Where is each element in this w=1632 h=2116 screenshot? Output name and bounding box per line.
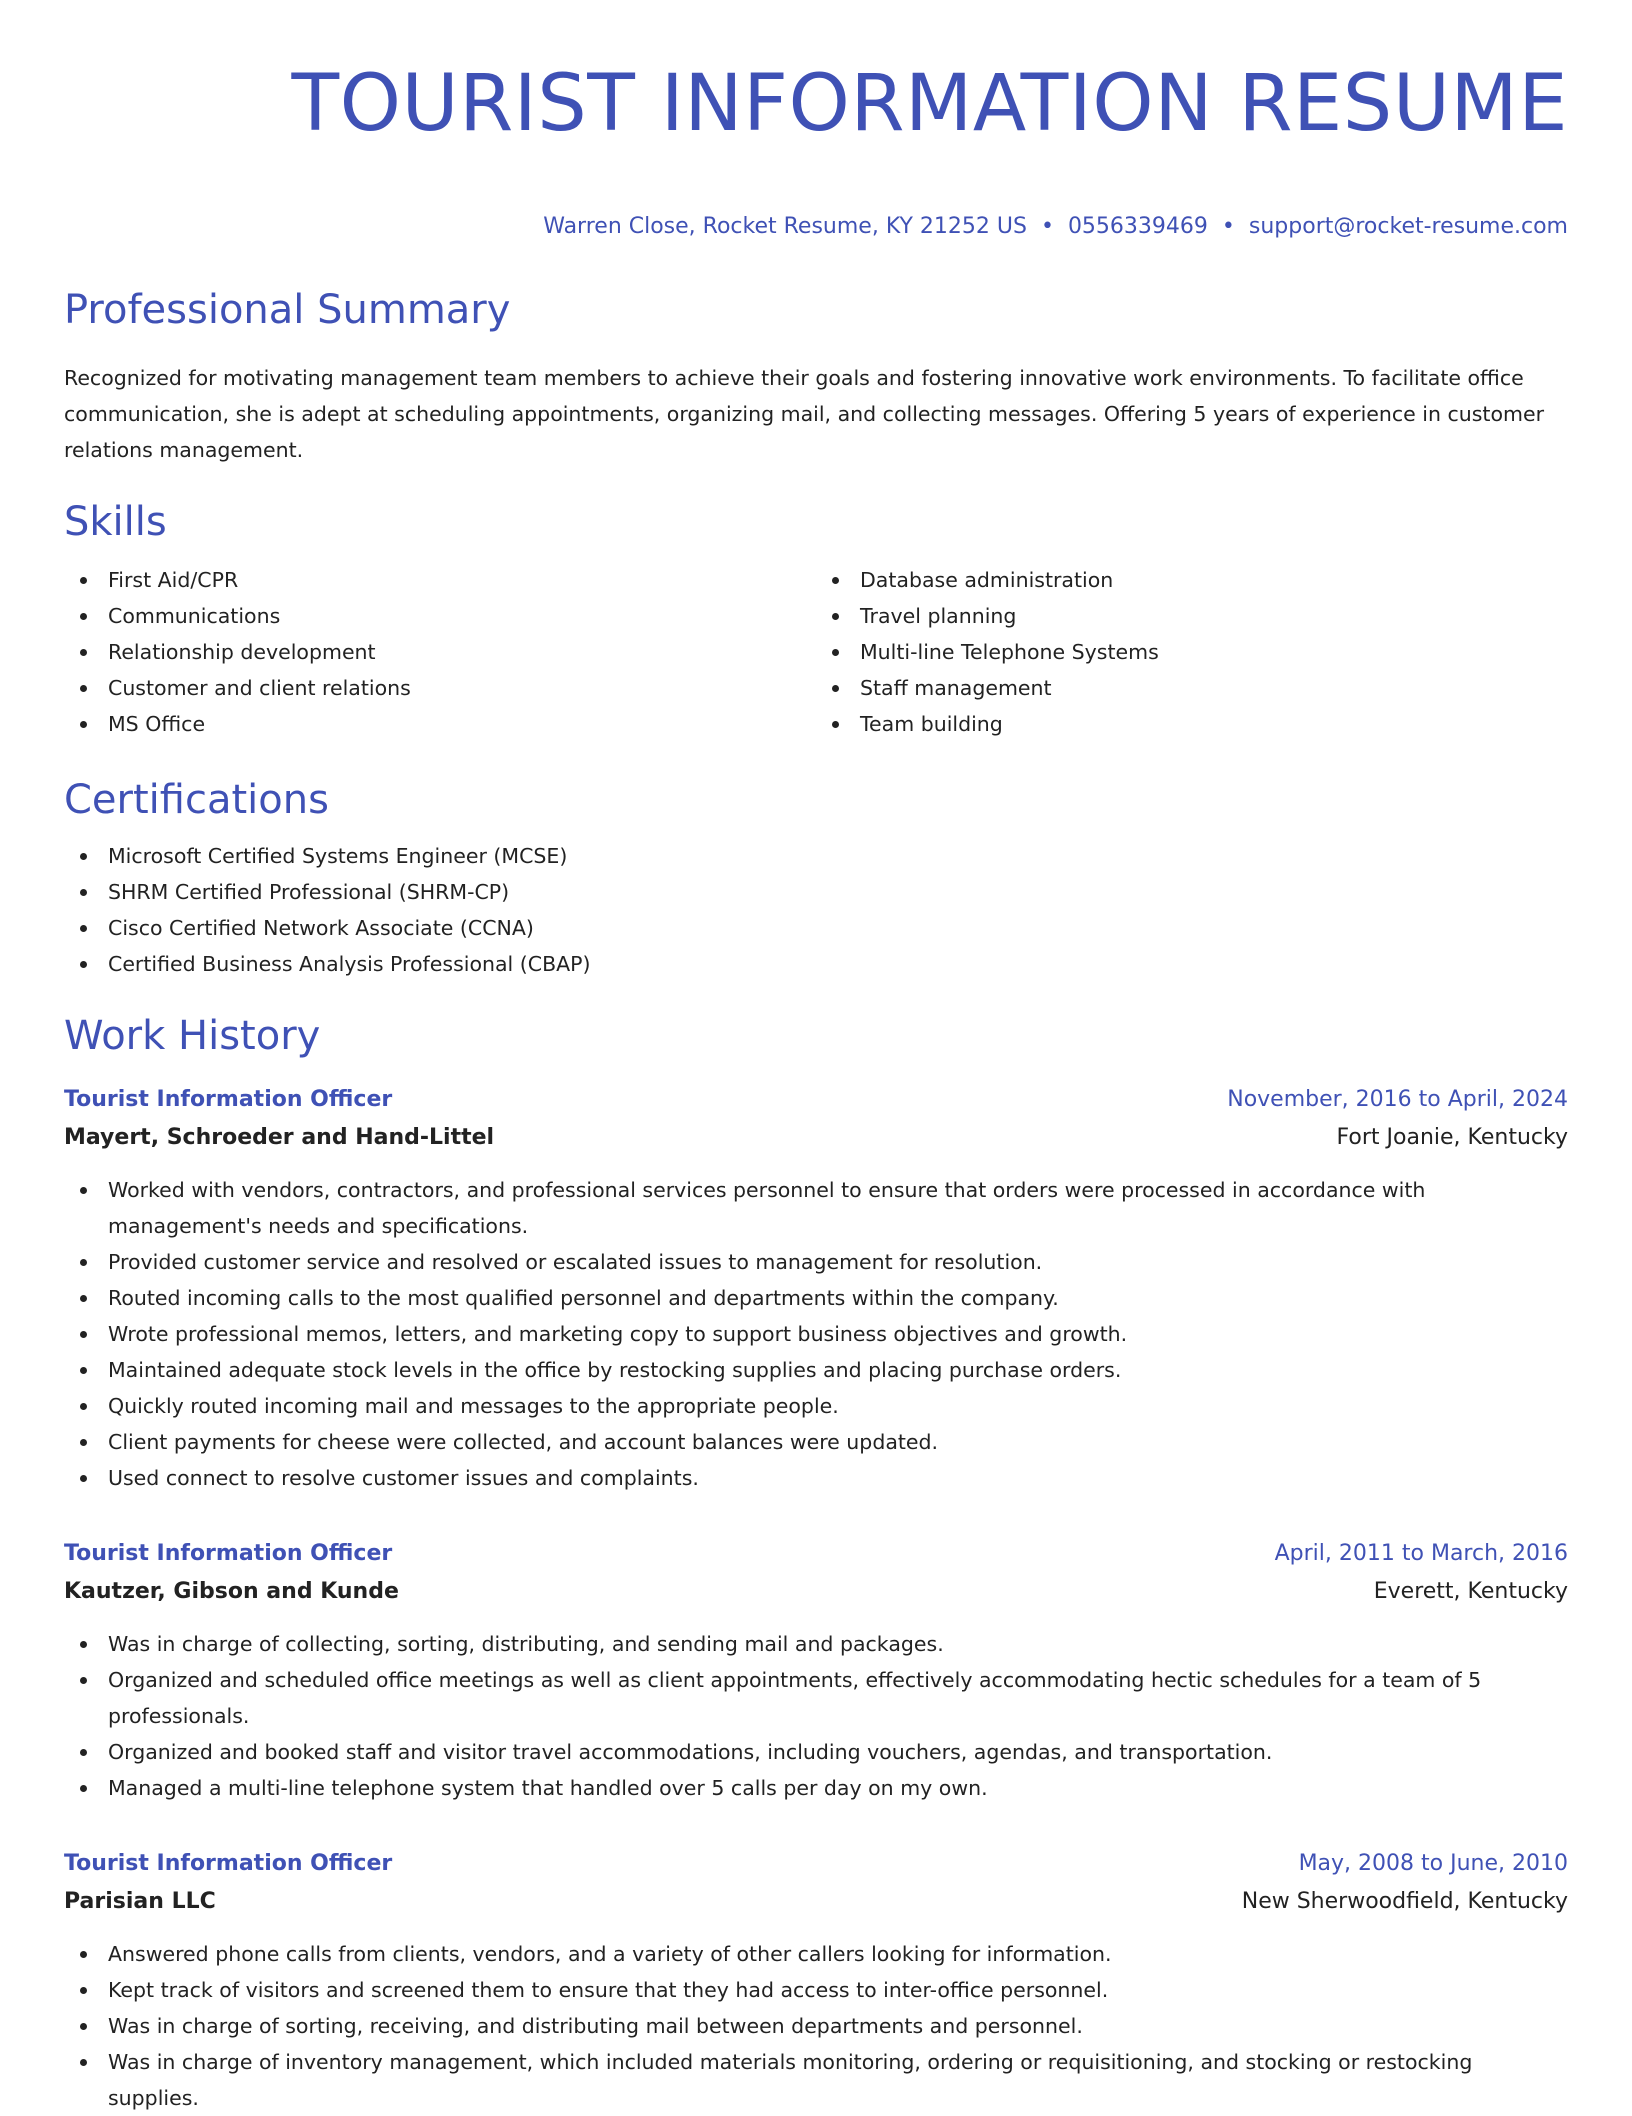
summary-heading: Professional Summary [64, 287, 511, 333]
job-bullet: Routed incoming calls to the most qualified personnel and departments within the company. [64, 1280, 1568, 1316]
skill-item: Travel planning [816, 598, 1568, 634]
job-bullet: Managed a multi-line telephone system that handled over 5 calls per day on my own. [64, 1770, 1568, 1806]
skills-column-right [816, 562, 1568, 742]
job-dates: April, 2011 to March, 2016 [1274, 1541, 1568, 1566]
certification-item: Certified Business Analysis Professional (CBAP) [64, 946, 1568, 982]
skills-grid [64, 562, 1568, 742]
job-bullet-list [64, 1936, 1568, 2116]
summary-text: Recognized for motivating management team members to achieve their goals and fostering innovative work environments. To facilitate office communication, she is adept at scheduling appointments, organizing mail, and collecting messages. Offering 5 years of experience in customer relations management. [64, 366, 1545, 462]
job-bullet: Client payments for cheese were collected, and account balances were updated. [64, 1424, 1568, 1460]
job-bullet: Organized and booked staff and visitor travel accommodations, including vouchers, agendas, and transportation. [64, 1734, 1568, 1770]
work-history-section [64, 1012, 1568, 2116]
job-bullet: Answered phone calls from clients, vendors, and a variety of other callers looking for information. [64, 1936, 1568, 1972]
skills-column-left [64, 562, 816, 742]
certifications-heading: Certifications [64, 777, 329, 823]
job-header-row [64, 1536, 1568, 1572]
job-title: Tourist Information Officer [64, 1087, 393, 1112]
work-history-heading: Work History [64, 1013, 321, 1059]
skill-item: Communications [64, 598, 816, 634]
job-title: Tourist Information Officer [64, 1541, 393, 1566]
job-bullet: Was in charge of inventory management, which included materials monitoring, ordering or requisitioning, and stocking or restocking supplies. [64, 2044, 1568, 2116]
contact-email[interactable]: support@rocket-resume.com [1248, 214, 1568, 239]
job-bullet-list [64, 1172, 1568, 1496]
job-location: Fort Joanie, Kentucky [1336, 1125, 1568, 1150]
certifications-section [64, 776, 1568, 982]
skills-list-left [64, 562, 816, 742]
job-location: New Sherwoodfield, Kentucky [1241, 1889, 1568, 1914]
job-title: Tourist Information Officer [64, 1851, 393, 1876]
job-company-row [64, 1882, 1568, 1922]
job-company: Parisian LLC [64, 1889, 216, 1914]
job-bullet: Was in charge of collecting, sorting, distributing, and sending mail and packages. [64, 1626, 1568, 1662]
skill-item: Relationship development [64, 634, 816, 670]
job-bullet: Provided customer service and resolved or escalated issues to management for resolution. [64, 1244, 1568, 1280]
job-bullet: Used connect to resolve customer issues and complaints. [64, 1460, 1568, 1496]
job-bullet: Kept track of visitors and screened them to ensure that they had access to inter-office personnel. [64, 1972, 1568, 2008]
contact-address: Warren Close, Rocket Resume, KY 21252 US [543, 214, 1027, 239]
certification-item: Cisco Certified Network Associate (CCNA) [64, 910, 1568, 946]
job-bullet: Was in charge of sorting, receiving, and distributing mail between departments and personnel. [64, 2008, 1568, 2044]
contact-line [64, 212, 1568, 242]
skills-heading: Skills [64, 499, 167, 545]
job-bullet: Maintained adequate stock levels in the office by restocking supplies and placing purchase orders. [64, 1352, 1568, 1388]
job-bullet: Quickly routed incoming mail and messages to the appropriate people. [64, 1388, 1568, 1424]
job-company: Mayert, Schroeder and Hand-Littel [64, 1125, 495, 1150]
certification-item: Microsoft Certified Systems Engineer (MCSE) [64, 838, 1568, 874]
job-company-row [64, 1572, 1568, 1612]
skill-item: Staff management [816, 670, 1568, 706]
skill-item: MS Office [64, 706, 816, 742]
skill-item: Database administration [816, 562, 1568, 598]
skills-section [64, 498, 1568, 742]
job-bullet: Worked with vendors, contractors, and professional services personnel to ensure that orders were processed in accordance with management's needs and specifications. [64, 1172, 1568, 1244]
job-bullet: Wrote professional memos, letters, and marketing copy to support business objectives and growth. [64, 1316, 1568, 1352]
summary-section [64, 286, 1568, 468]
skills-list-right [816, 562, 1568, 742]
skill-item: Multi-line Telephone Systems [816, 634, 1568, 670]
certifications-list [64, 838, 1568, 982]
contact-phone: 0556339469 [1067, 214, 1208, 239]
contact-separator: • [1040, 214, 1054, 239]
skill-item: Customer and client relations [64, 670, 816, 706]
job-header-row [64, 1846, 1568, 1882]
resume-title: TOURIST INFORMATION RESUME [291, 59, 1568, 149]
job-bullet-list [64, 1626, 1568, 1806]
skill-item: First Aid/CPR [64, 562, 816, 598]
contact-separator: • [1221, 214, 1235, 239]
job-header-row [64, 1082, 1568, 1118]
job-company: Kautzer, Gibson and Kunde [64, 1579, 399, 1604]
certification-item: SHRM Certified Professional (SHRM-CP) [64, 874, 1568, 910]
job-entry [64, 1082, 1568, 1496]
job-entry [64, 1846, 1568, 2116]
job-entry [64, 1536, 1568, 1806]
job-company-row [64, 1118, 1568, 1158]
job-dates: May, 2008 to June, 2010 [1298, 1851, 1568, 1876]
skill-item: Team building [816, 706, 1568, 742]
job-dates: November, 2016 to April, 2024 [1227, 1087, 1568, 1112]
job-location: Everett, Kentucky [1373, 1579, 1568, 1604]
job-bullet: Organized and scheduled office meetings as well as client appointments, effectively accommodating hectic schedules for a team of 5 professionals. [64, 1662, 1568, 1734]
